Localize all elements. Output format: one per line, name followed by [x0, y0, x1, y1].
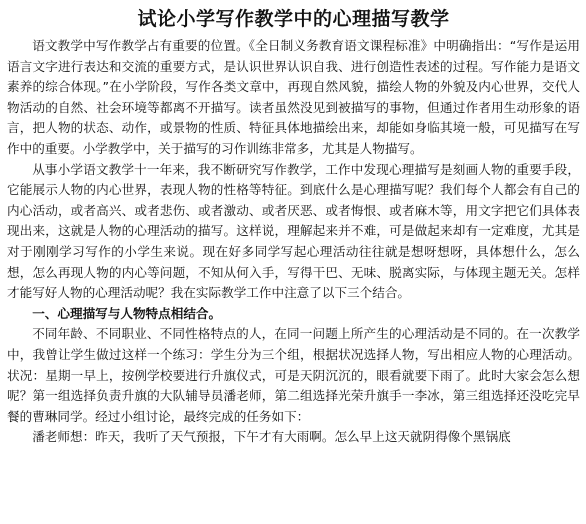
dialog-line: 潘老师想：昨天，我听了天气预报，下午才有大雨啊。怎么早上这天就阴得像个黑锅底 — [32, 429, 511, 445]
document-title: 试论小学写作教学中的心理描写教学 — [137, 8, 450, 30]
section-heading: 一、心理描写与人物特点相结合。 — [32, 305, 222, 321]
intro-paragraph: 语文教学中写作教学占有重要的位置。《全日制义务教育语文课程标准》中明确指出：“写作是运用语言文字进行表达和交流的重要方式，是认识世界认识自我、进行创造性表述的过程。写作能力是语文素养的综合体现。”在小学阶段，写作各类文章中，再现自然风貌，描绘人物的外貌及内心世界，交代人物活动的自然、社会环境等都离不开描写。读者虽然没见到被描写的事物，但通过作者用生动形象的语言，把人物的状态、动作，或景物的性质、特征具体地描绘出来，却能如身临其境一般，可见描写在写作中的重要。小学教学中，关于描写的习作训练非常多，尤其是人物描写。 — [7, 38, 580, 156]
body-paragraph: 从事小学语文教学十一年来，我不断研究写作教学，工作中发现心理描写是刻画人物的重要手段，它能展示人物的内心世界，表现人物的性格等特征。到底什么是心理描写呢？我们每个人都会有自己的内心活动，或者高兴、或者悲伤、或者激动、或者厌恶、或者悔恨、或者麻木等，用文字把它们具体表现出来，这就是人物的心理活动的描写。这样说，理解起来并不难，可是做起来却有一定难度，尤其是对于刚刚学习写作的小学生来说。现在好多同学写起心理活动往往就是想呀想呀，具体想什么，怎么想，怎么再现人物的内心等问题，不知从何入手，写得干巴、无味、脱离实际，与体现主题无关。怎样才能写好人物的心理活动呢？我在实际教学工作中注意了以下三个结合。 — [7, 161, 580, 301]
section-paragraph: 不同年龄、不同职业、不同性格特点的人，在同一问题上所产生的心理活动是不同的。在一次教学中，我曾让学生做过这样一个练习：学生分为三个组，根据状况选择人物，写出相应人物的心理活动。状况：星期一早上，按例学校要进行升旗仪式，可是天阴沉沉的，眼看就要下雨了。此时大家会怎么想呢？第一组选择负责升旗的大队辅导员潘老师，第二组选择光荣升旗手一李冰，第三组选择还没吃完早餐的曹琳同学。经过小组讨论，最终完成的任务如下： — [7, 326, 580, 424]
